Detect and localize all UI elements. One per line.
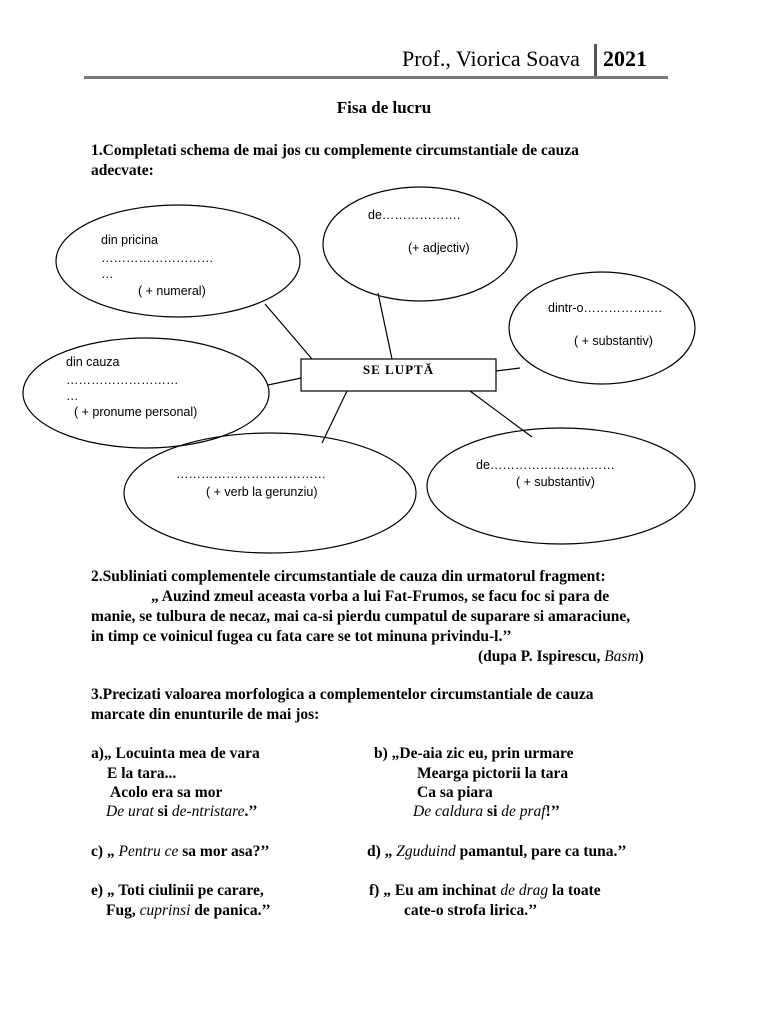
bottomright-hint: ( + substantiv) (516, 475, 595, 489)
item-a-line4: De urat si de-ntristare.’’ (106, 803, 258, 820)
item-a-line3: Acolo era sa mor (110, 784, 223, 801)
item-b-line2: Mearga pictorii la tara (417, 765, 569, 782)
header-year: 2021 (603, 46, 647, 71)
ex2-source: (dupa P. Ispirescu, Basm) (478, 648, 644, 665)
connector-left (268, 378, 301, 385)
item-b-line1: b) „De-aia zic eu, prin urmare (374, 745, 574, 762)
left-hint: ( + pronume personal) (74, 405, 198, 419)
item-f-line2: cate-o strofa lirica.’’ (404, 902, 538, 919)
top-blank: de………………. (368, 208, 461, 222)
ex3-instruction-line1: 3.Precizati valoarea morfologica a complementelor circumstantiale de cauza (91, 686, 594, 703)
item-e-line1: e) „ Toti ciulinii pe carare, (91, 882, 264, 899)
ellipse-right (509, 272, 695, 384)
ex1-instruction-line1: 1.Completati schema de mai jos cu complemente circumstantiale de cauza (91, 142, 579, 159)
bottomright-blank: de………………………… (476, 458, 615, 472)
author-name: Prof., Viorica Soava (402, 46, 580, 71)
item-b-line3: Ca sa piara (417, 784, 493, 801)
item-c: c) „ Pentru ce sa mor asa?’’ (91, 843, 270, 860)
ex2-instruction: 2.Subliniati complementele circumstantiale de cauza din urmatorul fragment: (91, 568, 606, 585)
connector-right (496, 368, 520, 371)
center-label: SE LUPTĂ (362, 362, 435, 377)
left-blank: ……………………… (66, 373, 179, 387)
connector-bottomleft (322, 391, 347, 443)
topleft-blank: ……………………… (101, 251, 214, 265)
top-hint: (+ adjectiv) (408, 241, 470, 255)
ex1-instruction-line2: adecvate: (91, 162, 154, 179)
right-blank: dintr-o………………. (548, 301, 662, 315)
item-e-line2: Fug, cuprinsi de panica.’’ (106, 902, 271, 919)
page-title: Fisa de lucru (336, 98, 432, 117)
item-d: d) „ Zguduind pamantul, pare ca tuna.’’ (367, 843, 627, 860)
ex2-fragment-line1: „ Auzind zmeul aceasta vorba a lui Fat-Frumos, se facu foc si para de (151, 588, 610, 605)
item-b-line4: De caldura si de praf!’’ (413, 803, 560, 820)
item-a-line2: E la tara... (107, 765, 177, 782)
topleft-prefix: din pricina (101, 233, 158, 247)
left-prefix: din cauza (66, 355, 120, 369)
left-blank-cont: … (66, 389, 79, 403)
connector-top (378, 293, 392, 359)
topleft-hint: ( + numeral) (138, 284, 206, 298)
connector-topleft (265, 304, 312, 359)
bottomleft-blank: ……………………………… (176, 467, 326, 481)
ex2-fragment-line2: manie, se tulbura de necaz, mai ca-si pierdu cumpatul de suparare si amaraciune, (91, 608, 631, 625)
ex3-instruction-line2: marcate din enunturile de mai jos: (91, 706, 320, 723)
topleft-blank-cont: … (101, 267, 114, 281)
bottomleft-hint: ( + verb la gerunziu) (206, 485, 318, 499)
ex2-fragment-line3: in timp ce voinicul fugea cu fata care se tot minuna privindu-l.’’ (91, 628, 512, 645)
item-a-line1: a)„ Locuinta mea de vara (91, 745, 260, 762)
item-f-line1: f) „ Eu am inchinat de drag la toate (369, 882, 601, 899)
ellipse-left (23, 338, 269, 448)
right-hint: ( + substantiv) (574, 334, 653, 348)
